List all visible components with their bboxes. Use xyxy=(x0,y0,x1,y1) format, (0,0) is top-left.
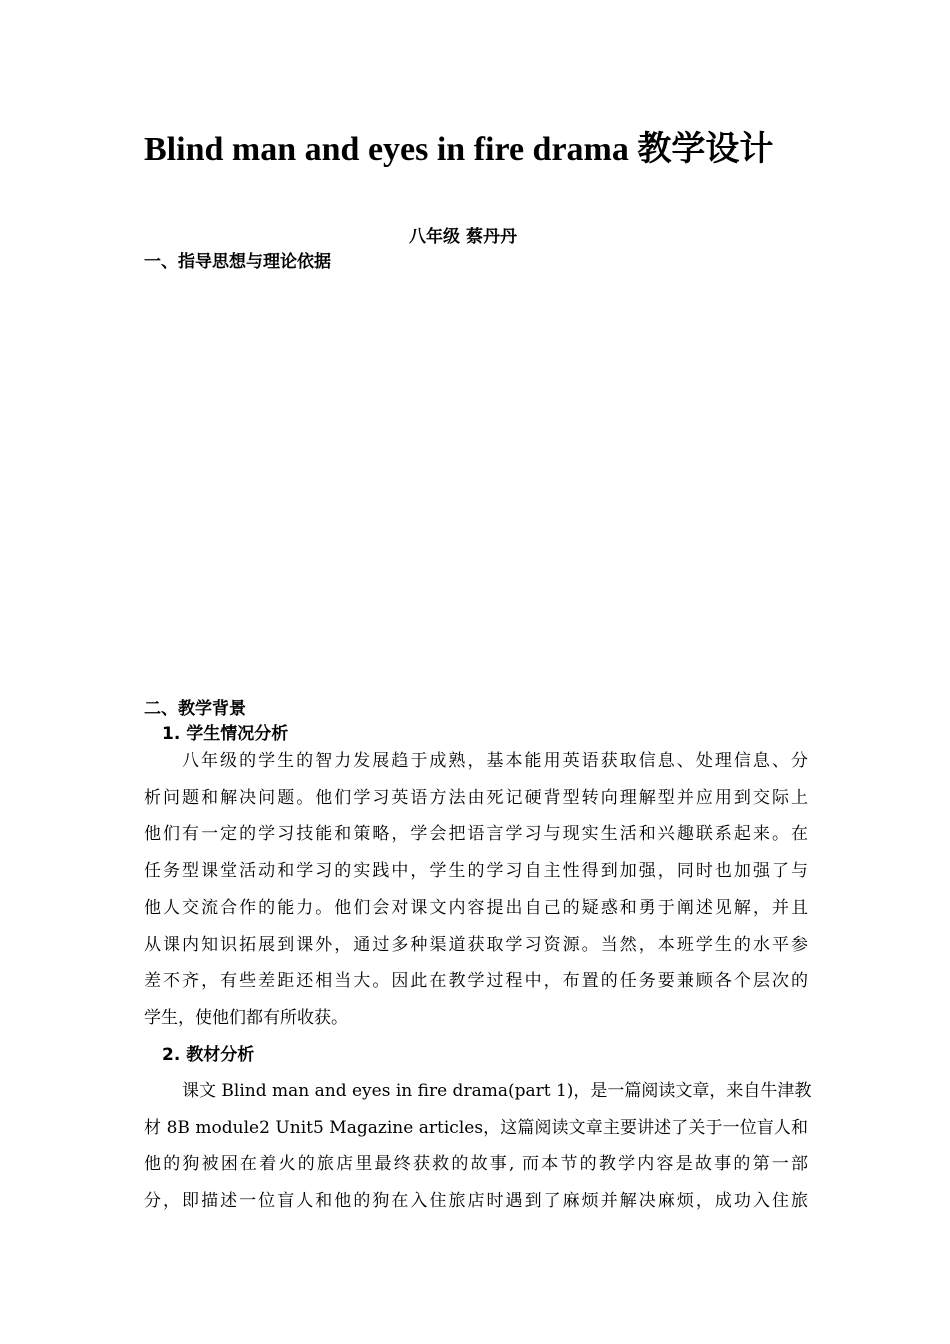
paragraph-line: 他人交流合作的能力。他们会对课文内容提出自己的疑惑和勇于阐述见解，并且 xyxy=(144,897,808,918)
paragraph-line: 从课内知识拓展到课外，通过多种渠道获取学习资源。当然，本班学生的水平参 xyxy=(144,934,808,955)
paragraph-student-analysis xyxy=(144,743,808,1037)
paragraph-line: 他们有一定的学习技能和策略，学会把语言学习与现实生活和兴趣联系起来。在 xyxy=(144,824,808,845)
section-heading-guiding-ideas: 一、指导思想与理论依据 xyxy=(144,252,331,272)
subheading-textbook-analysis: 2. 教材分析 xyxy=(162,1045,255,1065)
paragraph-line: 差不齐，有些差距还相当大。因此在教学过程中，布置的任务要兼顾各个层次的 xyxy=(144,971,808,992)
subheading-student-analysis: 1. 学生情况分析 xyxy=(162,724,289,744)
paragraph-textbook-analysis xyxy=(144,1073,812,1220)
paragraph-line: 学生，使他们都有所收获。 xyxy=(144,1007,348,1028)
paragraph-line: 析问题和解决问题。他们学习英语方法由死记硬背型转向理解型并应用到交际上 xyxy=(144,787,808,808)
paragraph-line: 八年级的学生的智力发展趋于成熟，基本能用英语获取信息、处理信息、分 xyxy=(182,751,808,771)
document-title: Blind man and eyes in fire drama 教学设计 xyxy=(144,131,774,168)
paragraph-line: 他的狗被困在着火的旅店里最终获救的故事, 而本节的教学内容是故事的第一部 xyxy=(144,1154,808,1175)
paragraph-line: 材 8B module2 Unit5 Magazine articles，这篇阅读文章主要讲述了关于一位盲人和 xyxy=(144,1117,808,1138)
section-heading-teaching-background: 二、教学背景 xyxy=(144,699,246,719)
paragraph-line: 课文 Blind man and eyes in fire drama(part 1)，是一篇阅读文章，来自牛津教 xyxy=(182,1081,812,1101)
author-line: 八年级 蔡丹丹 xyxy=(409,227,517,247)
paragraph-line: 任务型课堂活动和学习的实践中，学生的学习自主性得到加强，同时也加强了与 xyxy=(144,861,808,882)
paragraph-line: 分，即描述一位盲人和他的狗在入住旅店时遇到了麻烦并解决麻烦，成功入住旅 xyxy=(144,1191,808,1212)
